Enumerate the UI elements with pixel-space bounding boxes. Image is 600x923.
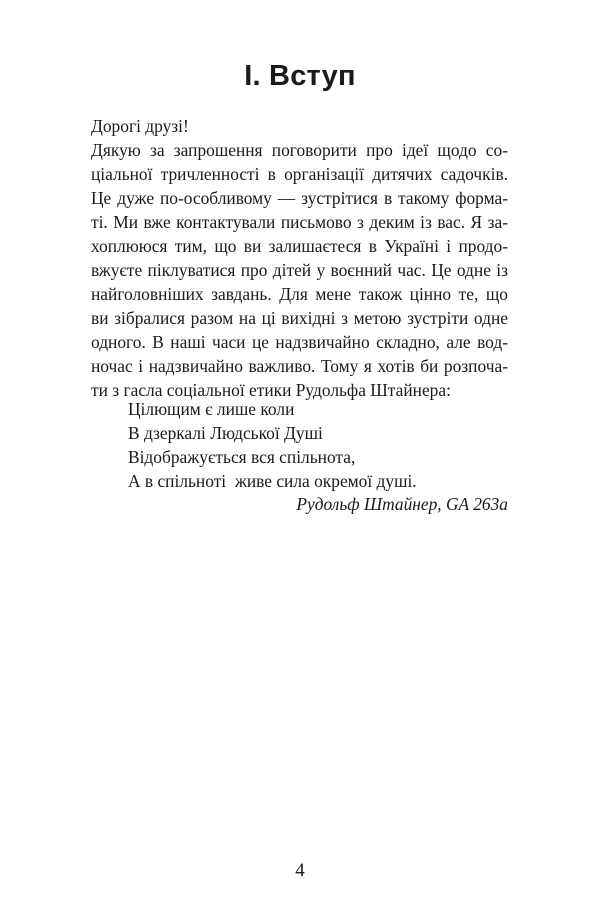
paragraph-line: ви зібралися разом на ці вихідні з метою зустріти одне <box>91 308 508 328</box>
quote-attribution: Рудольф Штайнер, GA 263a <box>296 494 508 514</box>
paragraph-line: ті. Ми вже контактували письмово з деким із вас. Я за- <box>91 212 508 232</box>
paragraph-line: Це дуже по-особливому — зустрітися в такому форма- <box>91 188 508 208</box>
poem-line: Цілющим є лише коли <box>128 399 295 419</box>
paragraph-line: хоплююся тим, що ви залишаєтеся в Україні і продо- <box>91 236 508 256</box>
paragraph-line: одного. В наші часи це надзвичайно складно, але вод- <box>91 332 508 352</box>
greeting-line: Дорогі друзі! <box>91 116 189 136</box>
page-number: 4 <box>295 860 305 881</box>
paragraph-line: ціальної тричленності в організації дитячих садочків. <box>91 164 508 184</box>
paragraph-line: найголовніших завдань. Для мене також цінно те, що <box>91 284 508 304</box>
poem-line: А в спільноті живе сила окремої душі. <box>128 471 417 491</box>
body-text <box>91 114 508 402</box>
poem-quote <box>128 397 417 493</box>
paragraph-line: вжуєте піклуватися про дітей у воєнний час. Це одне із <box>91 260 508 280</box>
poem-line: Відображується вся спільнота, <box>128 447 356 467</box>
paragraph-line: ти з гасла соціальної етики Рудольфа Штайнера: <box>91 380 451 400</box>
poem-line: В дзеркалі Людської Душі <box>128 423 323 443</box>
chapter-title: I. Вступ <box>244 60 356 92</box>
paragraph-line: Дякую за запрошення поговорити про ідеї щодо со- <box>91 140 508 160</box>
paragraph-line: ночас і надзвичайно важливо. Тому я хотів би розпоча- <box>91 356 508 376</box>
